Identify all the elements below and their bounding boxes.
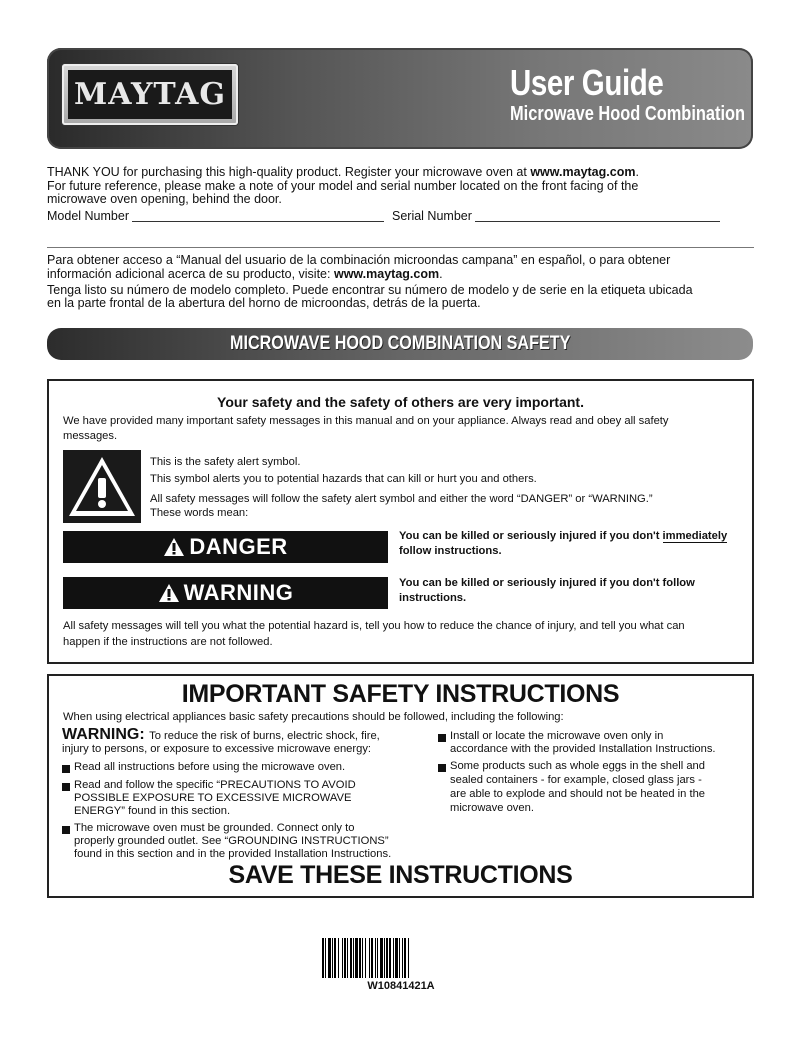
serial-number-field[interactable] xyxy=(475,221,720,222)
serial-number-label: Serial Number xyxy=(392,209,472,223)
isi-left-item-2-line-3: ENERGY” found in this section. xyxy=(74,805,231,817)
isi-right-item-2-line-3: are able to explode and should not be heated in the xyxy=(450,788,706,800)
spanish-line-3: Tenga listo su número de modelo completo. Puede encontrar su número de modelo y de serie en la etiqueta ubicada xyxy=(47,283,693,297)
warning-text-1: You can be killed or seriously injured if you don't follow xyxy=(399,577,695,589)
part-number: W10841421A xyxy=(367,980,435,992)
model-number-label: Model Number xyxy=(47,209,129,223)
isi-title: IMPORTANT SAFETY INSTRUCTIONS xyxy=(181,680,620,708)
isi-left-item-2-line-2: POSSIBLE EXPOSURE TO EXCESSIVE MICROWAVE xyxy=(74,792,352,804)
danger-alert-icon xyxy=(163,537,185,557)
isi-right-item-2-line-1: Some products such as whole eggs in the shell and xyxy=(450,760,705,772)
isi-right-item-2-line-2: sealed containers - for example, closed glass jars - xyxy=(450,774,702,786)
isi-right-item-1-line-2: accordance with the provided Installation Instructions. xyxy=(450,743,716,755)
register-link[interactable]: www.maytag.com xyxy=(530,165,636,179)
warning-signal: WARNING xyxy=(63,577,388,609)
danger-text-1: You can be killed or seriously injured if you don't immediately xyxy=(399,530,728,542)
safety-intro-2: messages. xyxy=(63,430,118,442)
symbol-text-3: All safety messages will follow the safety alert symbol and either the word “DANGER” or “WARNING.” xyxy=(150,493,653,505)
isi-left-item-3-line-3: found in this section and in the provided Installation Instructions. xyxy=(74,848,392,860)
bullet-icon xyxy=(62,783,70,791)
page-title: User Guide xyxy=(510,62,664,103)
brand-name: MAYTAG xyxy=(74,77,226,112)
spanish-line-4: en la parte frontal de la abertura del horno de microondas, detrás de la puerta. xyxy=(47,296,481,310)
isi-title-wrap xyxy=(47,680,754,709)
intro-line-1: THANK YOU for purchasing this high-quality product. Register your microwave oven at www.maytag.com. xyxy=(47,165,639,179)
section-header-safety: MICROWAVE HOOD COMBINATION SAFETY xyxy=(47,328,753,360)
bullet-icon xyxy=(438,734,446,742)
warning-text-2: instructions. xyxy=(399,592,467,604)
symbol-text-2: This symbol alerts you to potential hazards that can kill or hurt you and others. xyxy=(150,473,537,485)
intro-line-2: For future reference, please make a note of your model and serial number located on the front facing of the xyxy=(47,179,639,193)
spanish-line-1: Para obtener acceso a “Manual del usuario de la combinación microondas campana” en español, o para obtener xyxy=(47,253,671,267)
symbol-text-1: This is the safety alert symbol. xyxy=(150,456,301,468)
barcode xyxy=(322,938,480,978)
divider xyxy=(47,247,754,248)
bullet-icon xyxy=(62,826,70,834)
safety-intro-1: We have provided many important safety messages in this manual and on your appliance. Always read and obey all safety xyxy=(63,415,669,427)
isi-left-item-2-line-1: Read and follow the specific “PRECAUTIONS TO AVOID xyxy=(74,779,356,791)
isi-warning-word: WARNING: xyxy=(62,726,145,743)
isi-warning: WARNING: To reduce the risk of burns, electric shock, fire, xyxy=(62,726,380,743)
isi-right-item-1-line-1: Install or locate the microwave oven only in xyxy=(450,730,664,742)
isi-warning-line-2: injury to persons, or exposure to excessive microwave energy: xyxy=(62,743,372,755)
isi-left-item-3-line-2: properly grounded outlet. See “GROUNDING INSTRUCTIONS” xyxy=(74,835,389,847)
isi-left-item-3-line-1: The microwave oven must be grounded. Connect only to xyxy=(74,822,355,834)
model-number-field[interactable] xyxy=(132,221,384,222)
save-instructions: SAVE THESE INSTRUCTIONS xyxy=(228,861,573,889)
safety-heading: Your safety and the safety of others are very important. xyxy=(217,394,584,410)
safety-footer-2: happen if the instructions are not followed. xyxy=(63,636,273,648)
safety-footer-1: All safety messages will tell you what the potential hazard is, tell you how to reduce the chance of injury, and tell you what can xyxy=(63,620,685,632)
isi-right-item-2-line-4: microwave oven. xyxy=(450,802,534,814)
warning-alert-icon xyxy=(158,583,180,603)
danger-text-2: follow instructions. xyxy=(399,545,502,557)
danger-signal: DANGER xyxy=(63,531,388,563)
save-instructions-wrap xyxy=(47,861,754,890)
safety-alert-icon xyxy=(63,450,141,523)
spanish-line-2: información adicional acerca de su producto, visite: www.maytag.com. xyxy=(47,267,443,281)
symbol-text-4: These words mean: xyxy=(150,507,249,519)
isi-left-item-1: Read all instructions before using the microwave oven. xyxy=(74,761,346,773)
spanish-link[interactable]: www.maytag.com xyxy=(333,267,440,281)
isi-intro: When using electrical appliances basic safety precautions should be followed, including the following: xyxy=(63,711,564,723)
bullet-icon xyxy=(438,764,446,772)
intro-line-3: microwave oven opening, behind the door. xyxy=(47,192,282,206)
maytag-logo xyxy=(62,64,238,125)
page-subtitle: Microwave Hood Combination xyxy=(510,103,746,125)
bullet-icon xyxy=(62,765,70,773)
